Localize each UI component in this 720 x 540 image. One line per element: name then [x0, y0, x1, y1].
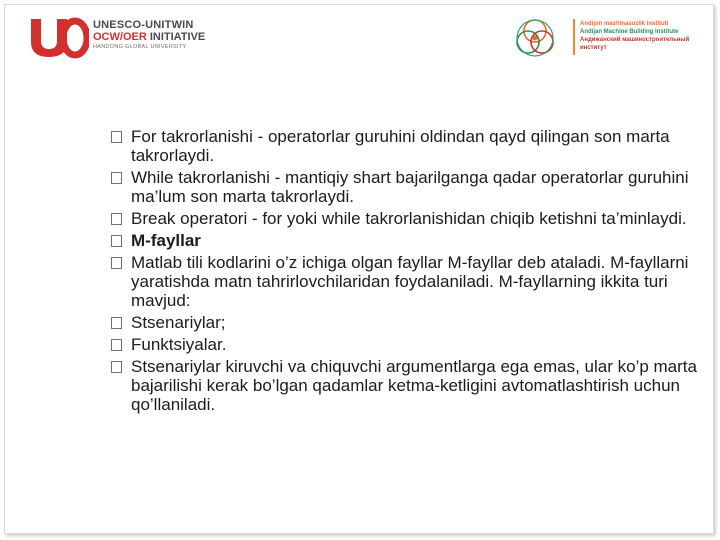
bullet-item	[111, 127, 701, 165]
bullet-text: M-fayllar	[131, 231, 201, 250]
unesco-logo	[27, 15, 227, 61]
institute-name-ru: Андижанский машиностроительный	[580, 37, 690, 43]
institute-emblem-icon	[513, 15, 569, 59]
bullet-item	[111, 253, 701, 310]
bullet-item	[111, 231, 701, 250]
institute-logo	[513, 15, 703, 61]
bullet-box-icon	[111, 172, 122, 184]
logo-subtitle-rest: INITIATIVE	[146, 31, 206, 43]
bullet-list	[111, 127, 701, 417]
institute-name-en: Andijan Machine Building Institute	[580, 29, 679, 35]
uo-logo-icon	[27, 15, 89, 59]
bullet-text: While takrorlanishi - mantiqiy shart bajarilganga qadar operatorlar guruhini ma’lum son marta takrorlaydi.	[131, 168, 689, 206]
slide	[4, 4, 714, 534]
bullet-box-icon	[111, 235, 122, 247]
bullet-text: Matlab tili kodlarini o’z ichiga olgan fayllar M-fayllar deb ataladi. M-fayllarni yaratishda matn tahrirlovchilaridan foydalaniladi. M-fayllarning ikkita turi mavjud:	[131, 253, 689, 310]
bullet-text: Break operatori - for yoki while takrorlanishidan chiqib ketishni ta’minlaydi.	[131, 209, 687, 228]
bullet-item	[111, 335, 701, 354]
bullet-box-icon	[111, 361, 122, 373]
institute-name-ru-2: институт	[580, 45, 607, 51]
bullet-text: Stsenariylar kiruvchi va chiquvchi argumentlarga ega emas, ular ko’p marta bajarilishi kerak bo’lgan qadamlar ketma-ketligini avtomatlashtirish uchun qo’llaniladi.	[131, 357, 697, 414]
bullet-text: Funktsiyalar.	[131, 335, 227, 354]
bullet-box-icon	[111, 257, 122, 269]
bullet-box-icon	[111, 339, 122, 351]
logo-divider	[573, 19, 575, 55]
bullet-box-icon	[111, 131, 122, 143]
bullet-text: For takrorlanishi - operatorlar guruhini oldindan qayd qilingan son marta takrorlaydi.	[131, 127, 670, 165]
logo-university: HANDONG GLOBAL UNIVERSITY	[93, 44, 187, 50]
logo-subtitle-colored: OCW/OER	[93, 31, 147, 43]
bullet-item	[111, 209, 701, 228]
bullet-box-icon	[111, 213, 122, 225]
logo-title: UNESCO-UNITWIN	[93, 19, 194, 31]
bullet-item	[111, 313, 701, 332]
bullet-text: Stsenariylar;	[131, 313, 226, 332]
bullet-item	[111, 168, 701, 206]
bullet-box-icon	[111, 317, 122, 329]
bullet-item	[111, 357, 701, 414]
logo-subtitle	[93, 31, 205, 43]
institute-name-uz: Andijon mashinasozlik instituti	[580, 21, 669, 27]
